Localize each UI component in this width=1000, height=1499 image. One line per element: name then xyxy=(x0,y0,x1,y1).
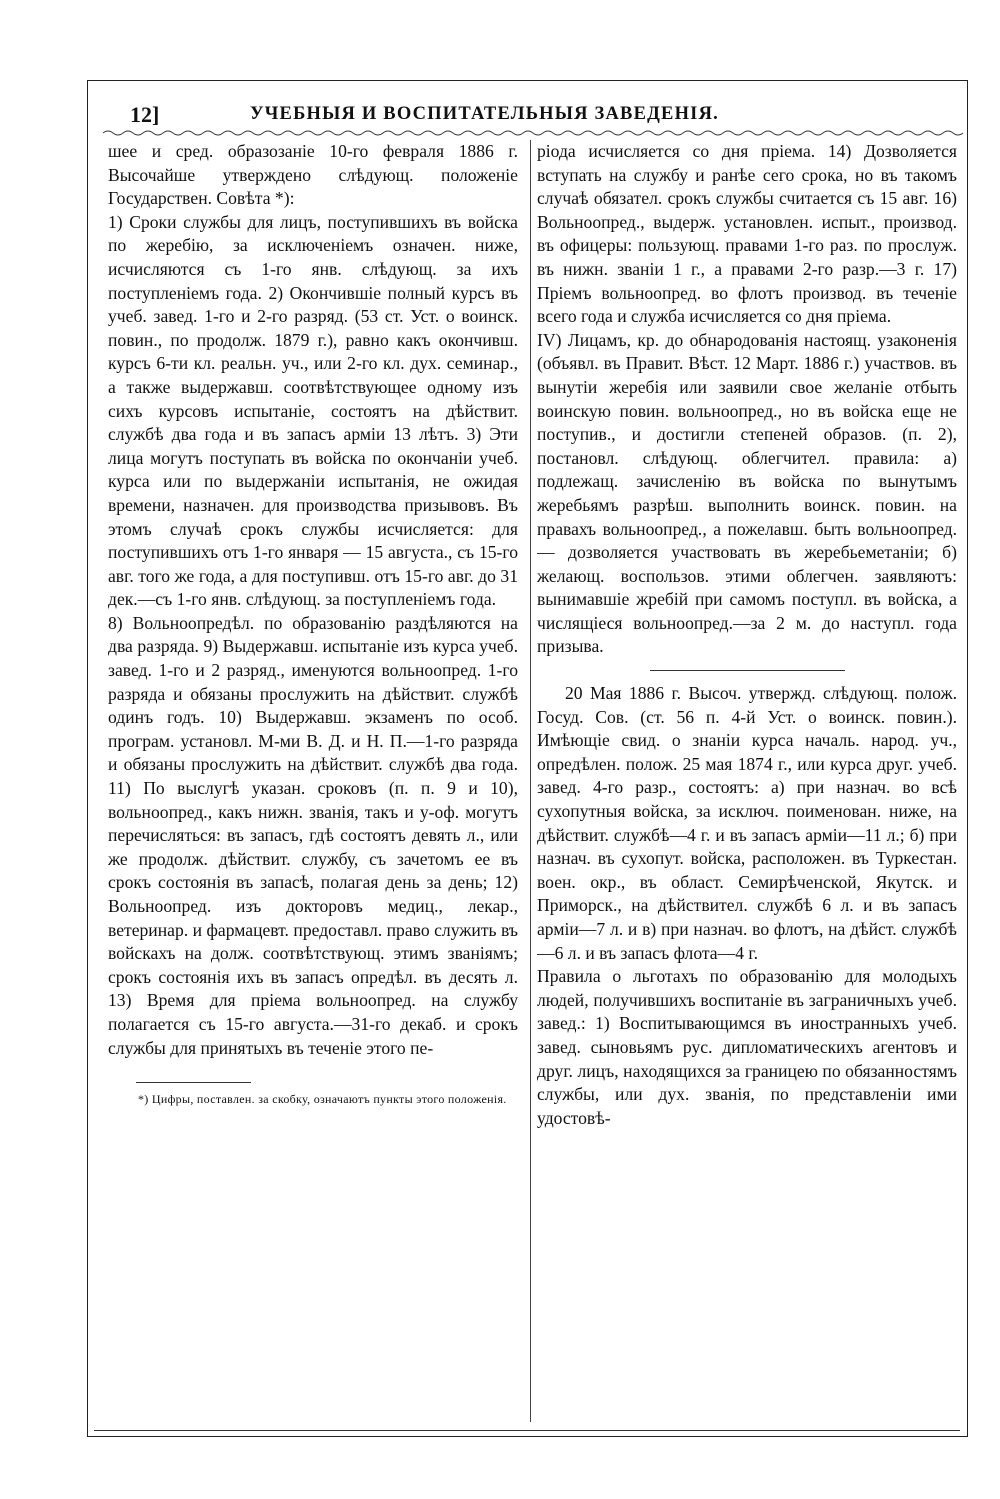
paragraph-foreign-schools: Правила о льготахъ по образованію для молодыхъ людей, получившихъ воспитаніе въ заграничныхъ учеб. завед.: 1) Воспитывающимся въ иностранныхъ учеб. завед. сыновьямъ рус. дипломатическихъ агентовъ и друг. лицъ, находящихся за границею по обязанностямъ службы, или дух. званія, по представленіи ими удостовѣ- xyxy=(537,966,957,1128)
section-separator xyxy=(650,670,845,671)
page-title: УЧЕБНЫЯ И ВОСПИТАТЕЛЬНЫЯ ЗАВЕДЕНІЯ. xyxy=(250,104,719,124)
paragraph-section-iv: IV) Лицамъ, кр. до обнародованія настоящ. узаконенія (объявл. въ Правит. Вѣст. 12 Март. 1886 г.) участвов. въ вынутіи жеребія или заявили свое желаніе отбыть воинскую повин. вольноопред., но въ войска еще не поступив., и достигли степеней образов. (п. 2), постановл. слѣдующ. облегчител. правила: а) подлежащ. зачисленію въ войска по вынутымъ жеребьямъ разрѣш. выполнить воинск. повин. на правахъ вольноопред., а пожелавш. быть вольноопред.— дозволяется участвовать въ жеребьеметаніи; б) желающ. воспользов. этими облегчен. заявляютъ: вынимавшіе жребій при самомъ поступл. въ войска, а числящіеся вольноопред.—за 2 м. до наступл. года призыва. xyxy=(537,329,957,657)
page-number: 12] xyxy=(130,102,160,127)
running-header xyxy=(95,100,963,130)
column-divider xyxy=(530,140,531,1422)
paragraph-continuation: ріода исчисляется со дня пріема. 14) Дозволяется вступать на службу и ранѣе сего срока, но въ такомъ случаѣ обязател. срокъ службы считается съ 15 авг. 16) Вольноопред., выдерж. установлен. испыт., производ. въ офицеры: пользующ. правами 1-го раз. по прослуж. въ нижн. званіи 1 г., а правами 2-го разр.—3 г. 17) Пріемъ вольноопред. во флотъ производ. въ теченіе всего года и служба исчисляется со дня пріема. xyxy=(537,141,957,327)
paragraph-terms: 1) Сроки службы для лицъ, поступившихъ въ войска по жеребію, за исключеніемъ означен. ниже, исчисляются съ 1-го янв. слѣдующ. за ихъ поступленіемъ года. 2) Окончившіе полный курсъ въ учеб. завед. 1-го и 2-го разряд. (53 ст. Уст. о воинск. повин., по продолж. 1879 г.), равно какъ окончивш. курсъ 6-ти кл. реальн. уч., или 2-го кл. дух. семинар., а также выдержавш. соотвѣтствующее одному изъ сихъ курсовъ испытаніе, состоятъ на дѣйствит. службѣ два года и въ запасъ арміи 13 лѣтъ. 3) Эти лица могутъ поступать въ войска по окончаніи учеб. курса или по выдержаніи испытанія, не ожидая времени, назначен. для производства призывовъ. Въ этомъ случаѣ срокъ службы исчисляется: для поступившихъ отъ 1-го января — 15 августа., съ 15-го авг. того же года, а для поступивш. отъ 15-го авг. до 31 дек.—съ 1-го янв. слѣдующ. за поступленіемъ года. xyxy=(108,211,518,610)
paragraph-intro: шее и сред. образозаніе 10-го февраля 1886 г. Высочайше утверждено слѣдующ. положеніе Государствен. Совѣта *): xyxy=(108,141,518,209)
left-column xyxy=(108,140,518,1430)
paragraph-volunteers: 8) Вольноопредѣл. по образованію раздѣляются на два разряда. 9) Выдержавш. испытаніе изъ курса учеб. завед. 1-го и 2 разряд., именуются вольноопред. 1-го разряда и обязаны прослужить на дѣйствит. службѣ одинъ годъ. 10) Выдержавш. экзаменъ по особ. програм. установл. М-ми В. Д. и Н. П.—1-го разряда и обязаны прослужить на дѣйствит. службѣ два года. 11) По выслугѣ указан. сроковъ (п. п. 9 и 10), вольноопред., какъ нижн. званія, такъ и у-оф. могутъ перечисляться: въ запасъ, гдѣ состоятъ девять л., или же продолж. дѣйствит. службу, съ зачетомъ ее въ срокъ состоянія въ запасѣ, полагая день за день; 12) Вольноопред. изъ докторовъ медиц., лекар., ветеринар. и фармацевт. предоставл. право служить въ войскахъ на долж. соотвѣтствующ. этимъ званіямъ; срокъ состоянія ихъ въ запасъ опредѣл. въ десять л. 13) Время для пріема вольноопред. на службу полагается съ 15-го августа.—31-го декаб. и срокъ службы для принятыхъ въ теченіе этого пе- xyxy=(108,612,518,1058)
right-column xyxy=(537,140,957,1430)
paragraph-may-1886: 20 Мая 1886 г. Высоч. утвержд. слѣдующ. полож. Госуд. Сов. (ст. 56 п. 4-й Уст. о воинск. повин.). Имѣющіе свид. о знаніи курса началь. народ. уч., опредѣлен. полож. 25 мая 1874 г., или курса друг. учеб. завед. 4-го разр., состоятъ: а) при назнач. во всѣ сухопутныя войска, за исключ. поименован. ниже, на дѣйствит. службѣ—4 г. и въ запасъ арміи—11 л.; б) при назнач. въ сухопут. войска, расположен. въ Туркестан. воен. окр., въ област. Семирѣченской, Якутск. и Приморск., на дѣйствител. службѣ 6 л. и въ запасъ арміи—7 л. и в) при назнач. во флотъ, на дѣйст. службѣ—6 л. и въ запасъ флота—4 г. xyxy=(537,683,957,963)
footnote-rule xyxy=(136,1082,251,1083)
wavy-rule xyxy=(103,128,963,138)
bottom-rule xyxy=(94,1430,960,1431)
footnote: *) Цифры, поставлен. за скобку, означаютъ пункты этого положенія. xyxy=(138,1092,507,1107)
